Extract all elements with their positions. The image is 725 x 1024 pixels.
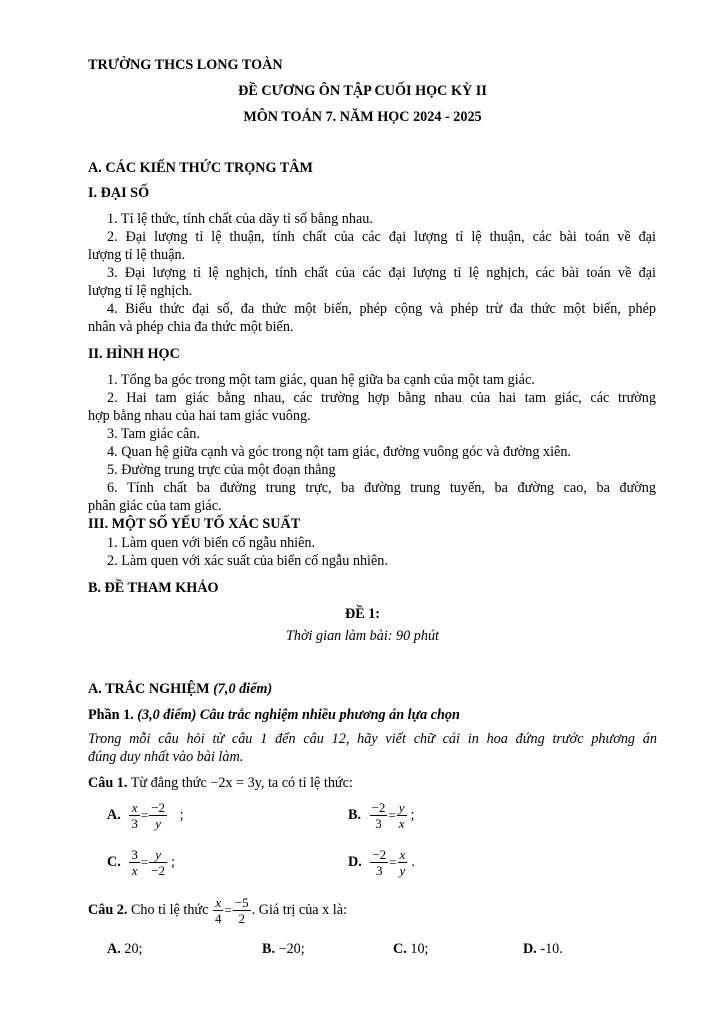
mc-heading-points: (7,0 điểm) xyxy=(213,681,273,697)
geometry-item-5: 5. Đường trung trực của một đoạn thẳng xyxy=(107,462,336,478)
question-2: Câu 2. Cho tỉ lệ thức $\frac{x}{4}$ = $\frac{-5}{2}$ . Giá trị của x là: xyxy=(88,895,347,926)
q1-a-frac-right: $\frac{-2}{y}$ xyxy=(151,800,166,831)
q2-option-c: C. 10; xyxy=(393,941,429,957)
geometry-item-6: 6. Tính chất ba đường trung trực, ba đường trung tuyến, ba đường cao, ba đường xyxy=(107,480,656,496)
question-1-text: Từ đẳng thức −2x = 3y, ta có tỉ lệ thức: xyxy=(130,775,353,791)
q2-option-b: B. −20; xyxy=(262,941,305,957)
exam-time: Thời gian làm bài: 90 phút xyxy=(285,628,439,644)
geometry-heading: II. HÌNH HỌC xyxy=(88,346,180,362)
algebra-item-4: 4. Biểu thức đại số, đa thức một biến, phép cộng và phép trừ đa thức một biến, phép xyxy=(107,301,656,317)
geometry-item-2-cont: hợp bằng nhau của hai tam giác vuông. xyxy=(88,408,311,424)
q1-d-frac-right: $\frac{x}{y}$ xyxy=(399,847,406,878)
instruction-line-1: Trong mỗi câu hỏi từ câu 1 đến câu 12, hãy viết chữ cái in hoa đứng trước phương án xyxy=(88,731,657,747)
part1-heading xyxy=(88,707,460,724)
exam-title: ĐỀ 1: xyxy=(344,606,381,622)
question-2-text-before: Cho tỉ lệ thức xyxy=(130,902,209,918)
q2-frac-right: $\frac{-5}{2}$ xyxy=(234,895,249,926)
document-title: ĐỀ CƯƠNG ÔN TẬP CUỐI HỌC KỲ II xyxy=(238,83,487,99)
algebra-item-3-cont: lượng tỉ lệ nghịch. xyxy=(88,283,193,299)
question-1 xyxy=(88,775,353,792)
q1-b-frac-right: $\frac{y}{x}$ xyxy=(398,800,405,831)
q1-b-frac-left: $\frac{-2}{3}$ xyxy=(371,800,386,831)
geometry-item-3: 3. Tam giác cân. xyxy=(107,426,200,442)
geometry-item-2: 2. Hai tam giác bằng nhau, các trường hợp bằng nhau của hai tam giác, các trường xyxy=(107,390,656,406)
question-2-text-after: . Giá trị của x là: xyxy=(251,902,347,918)
algebra-item-2: 2. Đại lượng tỉ lệ thuận, tính chất của các đại lượng tỉ lệ thuận, các bài toán về đại xyxy=(107,229,656,245)
question-1-label: Câu 1. xyxy=(88,775,128,791)
geometry-item-6-cont: phân giác của tam giác. xyxy=(88,498,222,514)
document-subtitle: MÔN TOÁN 7. NĂM HỌC 2024 - 2025 xyxy=(243,109,482,125)
algebra-heading: I. ĐẠI SỐ xyxy=(88,185,150,201)
probability-item-2: 2. Làm quen với xác suất của biến cố ngẫu nhiên. xyxy=(107,553,388,569)
probability-item-1: 1. Làm quen với biến cố ngẫu nhiên. xyxy=(107,535,316,551)
algebra-item-1: 1. Tỉ lệ thức, tính chất của dãy tỉ số bằng nhau. xyxy=(107,211,373,227)
q1-option-a: A. $\frac{x}{3}$ = $\frac{-2}{y}$ ; xyxy=(107,800,184,831)
school-name: TRƯỜNG THCS LONG TOÀN xyxy=(88,57,283,73)
q1-c-frac-right: $\frac{y}{-2}$ xyxy=(151,847,166,878)
section-b-heading: B. ĐỀ THAM KHẢO xyxy=(88,580,219,596)
geometry-item-1: 1. Tổng ba góc trong một tam giác, quan hệ giữa ba cạnh của một tam giác. xyxy=(107,372,535,388)
q1-c-frac-left: $\frac{3}{x}$ xyxy=(131,847,138,878)
algebra-item-4-cont: nhân và phép chia đa thức một biến. xyxy=(88,319,294,335)
mc-heading xyxy=(88,681,272,698)
q2-option-a: A. 20; xyxy=(107,941,143,957)
probability-heading: III. MỘT SỐ YẾU TỐ XÁC SUẤT xyxy=(88,516,301,532)
q1-d-frac-left: $\frac{-2}{3}$ xyxy=(372,847,387,878)
q1-option-c: C. $\frac{3}{x}$ = $\frac{y}{-2}$ ; xyxy=(107,847,175,878)
part1-desc: (3,0 điểm) Câu trắc nghiệm nhiều phương án lựa chọn xyxy=(137,707,460,723)
question-2-label: Câu 2. xyxy=(88,902,128,918)
instruction-line-2: đúng duy nhất vào bài làm. xyxy=(88,749,244,765)
q1-a-frac-left: $\frac{x}{3}$ xyxy=(131,800,138,831)
q1-option-b: B. $\frac{-2}{3}$ = $\frac{y}{x}$ ; xyxy=(348,800,415,831)
q1-option-d: D. $\frac{-2}{3}$ = $\frac{x}{y}$ . xyxy=(348,847,415,878)
section-a-heading: A. CÁC KIẾN THỨC TRỌNG TÂM xyxy=(88,160,313,176)
q2-option-d: D. -10. xyxy=(523,941,563,957)
algebra-item-2-cont: lượng tỉ lệ thuận. xyxy=(88,247,186,263)
algebra-item-3: 3. Đại lượng tỉ lệ nghịch, tính chất của các đại lượng tỉ lệ nghịch, các bài toán về đại xyxy=(107,265,656,281)
part1-label: Phần 1. xyxy=(88,707,134,723)
mc-heading-title: A. TRẮC NGHIỆM xyxy=(88,681,210,697)
geometry-item-4: 4. Quan hệ giữa cạnh và góc trong nột tam giác, đường vuông góc và đường xiên. xyxy=(107,444,571,460)
q2-frac-left: $\frac{x}{4}$ xyxy=(214,895,222,926)
